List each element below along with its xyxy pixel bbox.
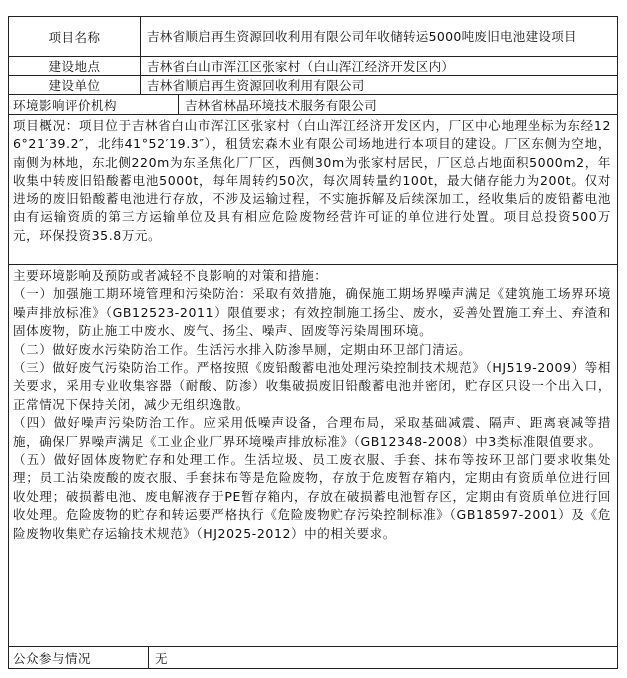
construction-unit-value: 吉林省顺启再生资源回收利用有限公司 bbox=[147, 78, 365, 93]
eia-agency-row bbox=[9, 95, 617, 115]
public-participation-label: 公众参与情况 bbox=[9, 647, 149, 668]
public-participation-value: 无 bbox=[155, 650, 168, 666]
location-value: 吉林省白山市浑江区张家村（白山浑江经济开发区内） bbox=[147, 59, 455, 74]
construction-unit-label: 建设单位 bbox=[9, 76, 141, 94]
eia-agency-value: 吉林省林晶环境技术服务有限公司 bbox=[185, 97, 378, 113]
project-overview-row bbox=[9, 115, 617, 265]
project-name-row bbox=[9, 17, 617, 57]
eia-agency-label: 环境影响评价机构 bbox=[9, 95, 179, 114]
project-name-value: 吉林省顺启再生资源回收利用有限公司年收储转运5000吨废旧电池建设项目 bbox=[147, 29, 577, 44]
project-info-form bbox=[8, 16, 618, 669]
location-label: 建设地点 bbox=[9, 57, 141, 75]
project-overview-text: 项目概况：项目位于吉林省白山市浑江区张家村（白山浑江经济开发区内，厂区中心地理坐标为东经126°21′39.2″，北纬41°52′19.3″），租赁宏森木业有限公司场地进行本项目的建设。厂区东侧为空地，南侧为林地，东北侧220m为东圣焦化厂厂区，西侧30m为张家村居民，厂区总占地面积5000m2，年收集中转废旧铅酸蓄电池5000t，每年周转约50次，每次周转量约100t，最大储存能力为200t。仅对进场的废旧铅酸蓄电池进行存放，不涉及运输过程，不实施拆解及后续深加工，经收集后的废铅蓄电池由有运输资质的第三方运输单位及具有相应危险废物经营许可证的单位进行处置。项目总投资500万元，环保投资35.8万元。 bbox=[13, 118, 611, 243]
public-participation-row bbox=[9, 647, 617, 668]
project-name-label: 项目名称 bbox=[9, 17, 141, 56]
environmental-measures-row bbox=[9, 265, 617, 647]
environmental-measures-text: 主要环境影响及预防或者减轻不良影响的对策和措施： （一）加强施工期环境管理和污染防治：采取有效措施，确保施工期场界噪声满足《建筑施工场界环境噪声排放标准》（GB12523-2011）限值要求；有效控制施工扬尘、废水，妥善处置施工弃土、弃渣和固体废物，防止施工中废水、废气、扬尘、噪声、固废等污染周围环境。 （二）做好废水污染防治工作。生活污水排入防渗旱厕，定期由环卫部门清运。 （三）做好废气污染防治工作。严格按照《废铅酸蓄电池处理污染控制技术规范》（HJ519-2009）等相关要求，采用专业收集容器（耐酸、防渗）收集破损废旧铅酸蓄电池并密闭，贮存区只设一个出入口，正常情况下保持关闭，减少无组织逸散。 （四）做好噪声污染防治工作。应采用低噪声设备，合理布局，采取基础减震、隔声、距离衰减等措施，确保厂界噪声满足《工业企业厂界环境噪声排放标准》（GB12348-2008）中3类标准限值要求。 （五）做好固体废物贮存和处理工作。生活垃圾、员工废衣服、手套、抹布等按环卫部门要求收集处理；员工沾染废酸的废衣服、手套抹布等是危险废物，存放于危废暂存箱内，定期由有资质单位进行回收处理；破损蓄电池、废电解液存于PE暂存箱内，存放在破损蓄电池暂存区，定期由有资质单位进行回收处理。危险废物的贮存和转运要严格执行《危险废物贮存污染控制标准》（GB18597-2001）及《危险废物收集贮存运输技术规范》（HJ2025-2012）中的相关要求。 bbox=[13, 268, 611, 541]
location-row bbox=[9, 57, 617, 76]
construction-unit-row bbox=[9, 76, 617, 95]
